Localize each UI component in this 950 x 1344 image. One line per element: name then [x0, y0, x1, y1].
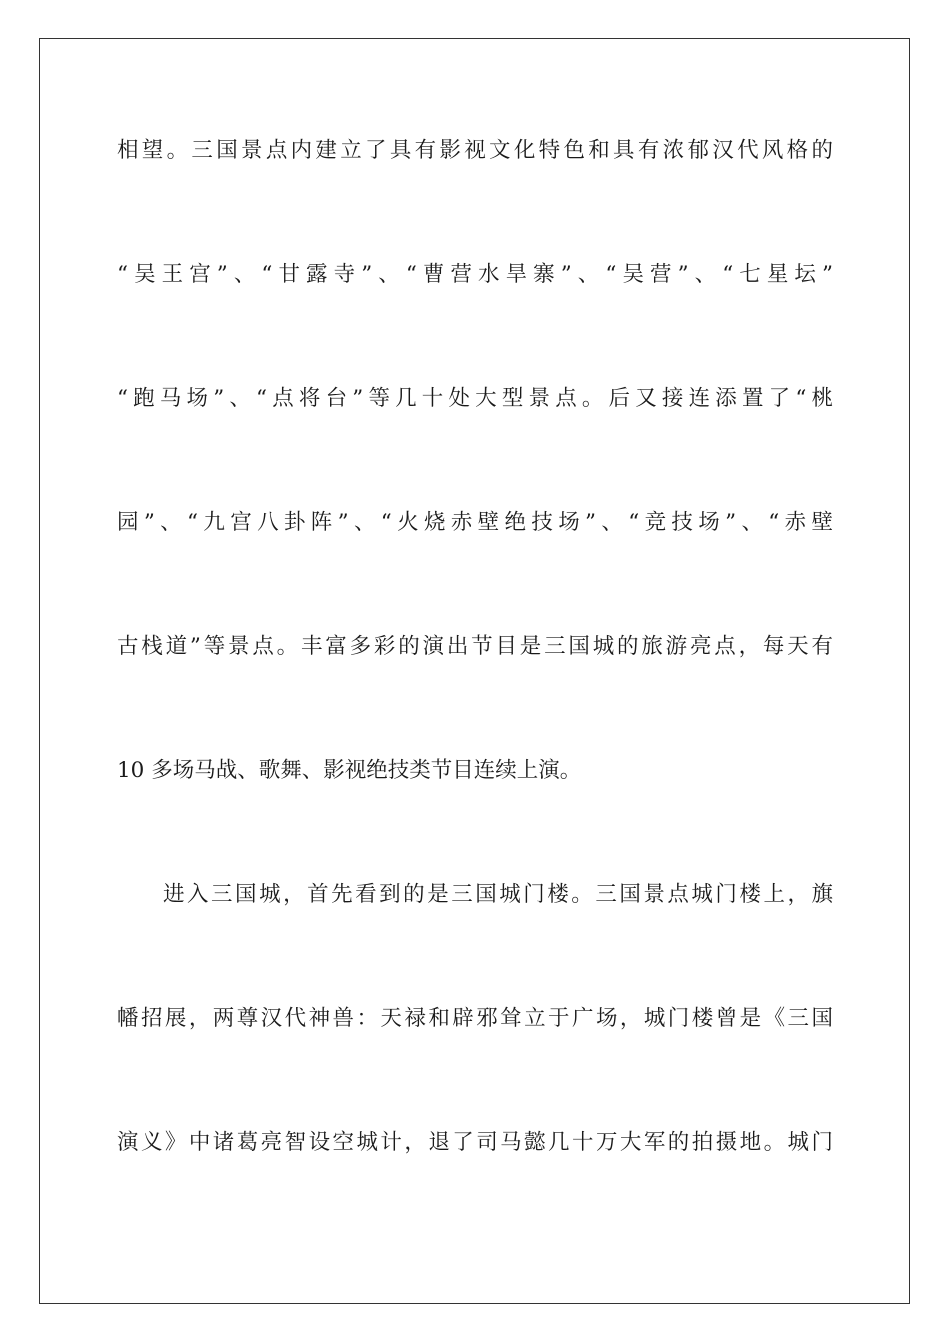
document-body — [117, 128, 833, 1244]
text-line-5: 古栈道”等景点。丰富多彩的演出节目是三国城的旅游亮点，每天有 — [117, 634, 833, 659]
text-line-4: 园”、“九宫八卦阵”、“火烧赤壁绝技场”、“竞技场”、“赤壁 — [117, 510, 833, 535]
text-line-7: 进入三国城，首先看到的是三国城门楼。三国景点城门楼上，旗 — [163, 882, 833, 907]
text-line-3: “跑马场”、“点将台”等几十处大型景点。后又接连添置了“桃 — [117, 386, 833, 411]
text-line-1: 相望。三国景点内建立了具有影视文化特色和具有浓郁汉代风格的 — [117, 138, 833, 163]
text-line-2: “吴王宫”、“甘露寺”、“曹营水旱寨”、“吴营”、“七星坛” — [117, 262, 833, 287]
text-line-6: 10 多场马战、歌舞、影视绝技类节目连续上演。 — [117, 758, 582, 783]
text-line-9: 演义》中诸葛亮智设空城计，退了司马懿几十万大军的拍摄地。城门 — [117, 1130, 833, 1155]
text-line-8: 幡招展，两尊汉代神兽：天禄和辟邪耸立于广场，城门楼曾是《三国 — [117, 1006, 833, 1031]
